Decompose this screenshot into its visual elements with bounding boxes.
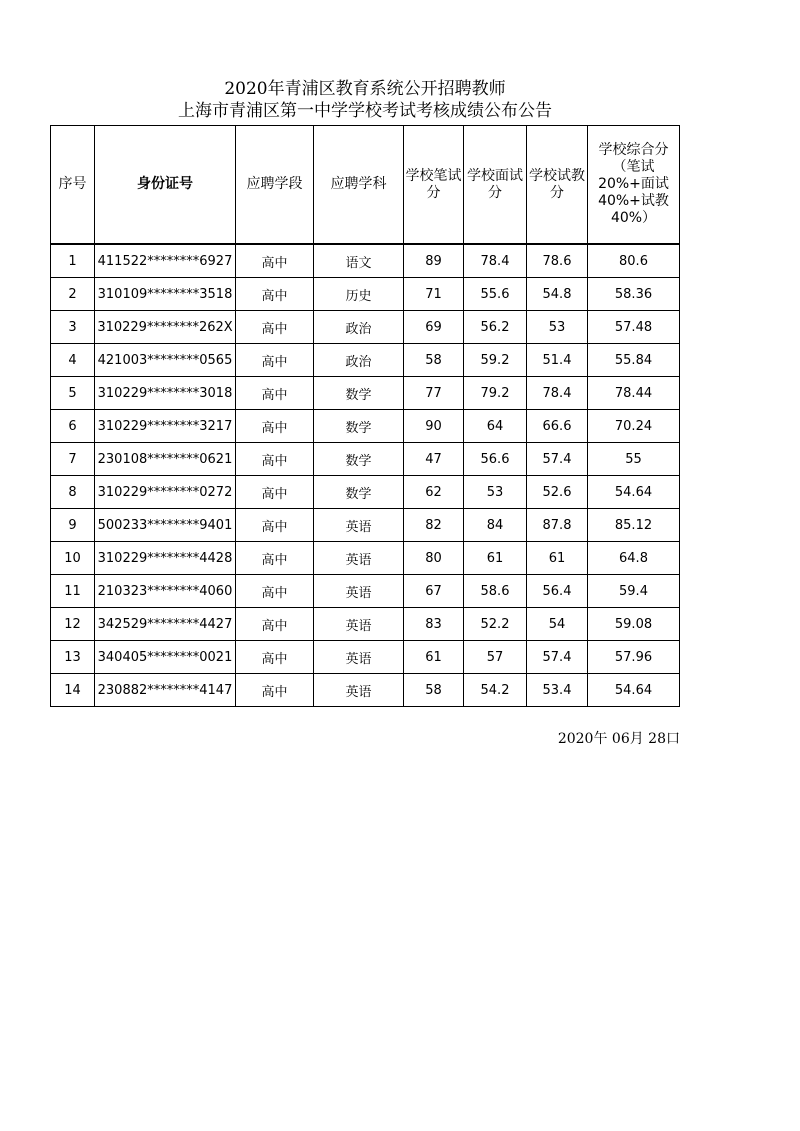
cell-teaching: 53.4 <box>527 674 588 707</box>
cell-id: 310229********4428 <box>95 542 236 575</box>
cell-written: 58 <box>404 344 464 377</box>
cell-subject: 语文 <box>314 244 404 278</box>
cell-interview: 56.2 <box>464 311 527 344</box>
cell-stage: 高中 <box>236 443 314 476</box>
header-teaching: 学校试教分 <box>527 126 588 245</box>
cell-id: 340405********0021 <box>95 641 236 674</box>
cell-teaching: 61 <box>527 542 588 575</box>
cell-written: 71 <box>404 278 464 311</box>
table-row <box>51 377 680 410</box>
document-title: 2020年青浦区教育系统公开招聘教师 <box>224 79 506 99</box>
cell-interview: 78.4 <box>464 244 527 278</box>
cell-seq: 14 <box>51 674 95 707</box>
cell-stage: 高中 <box>236 509 314 542</box>
cell-written: 69 <box>404 311 464 344</box>
cell-seq: 11 <box>51 575 95 608</box>
cell-stage: 高中 <box>236 674 314 707</box>
header-id: 身份证号 <box>95 126 236 245</box>
table-row <box>51 641 680 674</box>
cell-written: 82 <box>404 509 464 542</box>
table-row <box>51 674 680 707</box>
cell-total: 85.12 <box>588 509 680 542</box>
cell-id: 500233********9401 <box>95 509 236 542</box>
cell-seq: 5 <box>51 377 95 410</box>
cell-teaching: 87.8 <box>527 509 588 542</box>
cell-total: 64.8 <box>588 542 680 575</box>
cell-written: 80 <box>404 542 464 575</box>
cell-id: 310229********3018 <box>95 377 236 410</box>
cell-teaching: 54 <box>527 608 588 641</box>
table-row <box>51 509 680 542</box>
publish-date: 2020午 06月 28口 <box>557 731 680 747</box>
table-row <box>51 476 680 509</box>
cell-stage: 高中 <box>236 311 314 344</box>
cell-subject: 历史 <box>314 278 404 311</box>
cell-id: 310229********0272 <box>95 476 236 509</box>
cell-total: 59.4 <box>588 575 680 608</box>
cell-subject: 英语 <box>314 641 404 674</box>
cell-interview: 58.6 <box>464 575 527 608</box>
cell-subject: 英语 <box>314 575 404 608</box>
header-total: 学校综合分（笔试20%+面试40%+试教40%） <box>588 126 680 245</box>
cell-id: 310229********262X <box>95 311 236 344</box>
score-table <box>50 125 680 707</box>
cell-teaching: 57.4 <box>527 443 588 476</box>
cell-total: 55.84 <box>588 344 680 377</box>
cell-interview: 57 <box>464 641 527 674</box>
table-header-row <box>51 126 680 245</box>
cell-subject: 英语 <box>314 509 404 542</box>
cell-stage: 高中 <box>236 410 314 443</box>
cell-teaching: 78.6 <box>527 244 588 278</box>
cell-stage: 高中 <box>236 542 314 575</box>
cell-stage: 高中 <box>236 278 314 311</box>
cell-seq: 6 <box>51 410 95 443</box>
cell-id: 310229********3217 <box>95 410 236 443</box>
cell-written: 83 <box>404 608 464 641</box>
cell-total: 55 <box>588 443 680 476</box>
cell-teaching: 78.4 <box>527 377 588 410</box>
cell-total: 57.96 <box>588 641 680 674</box>
cell-teaching: 54.8 <box>527 278 588 311</box>
table-row <box>51 575 680 608</box>
cell-written: 58 <box>404 674 464 707</box>
cell-id: 310109********3518 <box>95 278 236 311</box>
cell-interview: 56.6 <box>464 443 527 476</box>
cell-subject: 政治 <box>314 311 404 344</box>
table-row <box>51 278 680 311</box>
header-seq: 序号 <box>51 126 95 245</box>
cell-subject: 数学 <box>314 410 404 443</box>
cell-interview: 52.2 <box>464 608 527 641</box>
cell-total: 78.44 <box>588 377 680 410</box>
cell-seq: 1 <box>51 244 95 278</box>
cell-seq: 8 <box>51 476 95 509</box>
cell-id: 421003********0565 <box>95 344 236 377</box>
table-row <box>51 410 680 443</box>
cell-teaching: 51.4 <box>527 344 588 377</box>
cell-teaching: 56.4 <box>527 575 588 608</box>
cell-total: 58.36 <box>588 278 680 311</box>
cell-seq: 10 <box>51 542 95 575</box>
cell-written: 77 <box>404 377 464 410</box>
table-row <box>51 608 680 641</box>
cell-total: 70.24 <box>588 410 680 443</box>
cell-id: 411522********6927 <box>95 244 236 278</box>
cell-stage: 高中 <box>236 377 314 410</box>
header-interview: 学校面试分 <box>464 126 527 245</box>
cell-teaching: 53 <box>527 311 588 344</box>
header-subject: 应聘学科 <box>314 126 404 245</box>
table-row <box>51 311 680 344</box>
cell-stage: 高中 <box>236 344 314 377</box>
cell-subject: 数学 <box>314 377 404 410</box>
cell-total: 54.64 <box>588 674 680 707</box>
header-stage: 应聘学段 <box>236 126 314 245</box>
table-row <box>51 244 680 278</box>
cell-written: 61 <box>404 641 464 674</box>
cell-interview: 64 <box>464 410 527 443</box>
cell-written: 47 <box>404 443 464 476</box>
cell-teaching: 52.6 <box>527 476 588 509</box>
cell-seq: 4 <box>51 344 95 377</box>
cell-stage: 高中 <box>236 641 314 674</box>
cell-interview: 79.2 <box>464 377 527 410</box>
cell-id: 230108********0621 <box>95 443 236 476</box>
cell-interview: 55.6 <box>464 278 527 311</box>
header-written: 学校笔试分 <box>404 126 464 245</box>
cell-subject: 数学 <box>314 443 404 476</box>
cell-interview: 59.2 <box>464 344 527 377</box>
cell-written: 90 <box>404 410 464 443</box>
cell-subject: 数学 <box>314 476 404 509</box>
cell-id: 342529********4427 <box>95 608 236 641</box>
cell-interview: 61 <box>464 542 527 575</box>
table-row <box>51 344 680 377</box>
cell-stage: 高中 <box>236 608 314 641</box>
cell-subject: 英语 <box>314 542 404 575</box>
cell-seq: 3 <box>51 311 95 344</box>
cell-interview: 84 <box>464 509 527 542</box>
cell-seq: 12 <box>51 608 95 641</box>
cell-stage: 高中 <box>236 575 314 608</box>
cell-seq: 2 <box>51 278 95 311</box>
table-row <box>51 443 680 476</box>
cell-id: 210323********4060 <box>95 575 236 608</box>
cell-subject: 政治 <box>314 344 404 377</box>
cell-total: 57.48 <box>588 311 680 344</box>
cell-written: 89 <box>404 244 464 278</box>
cell-interview: 53 <box>464 476 527 509</box>
cell-interview: 54.2 <box>464 674 527 707</box>
cell-teaching: 66.6 <box>527 410 588 443</box>
cell-seq: 13 <box>51 641 95 674</box>
cell-written: 67 <box>404 575 464 608</box>
table-row <box>51 542 680 575</box>
cell-seq: 7 <box>51 443 95 476</box>
document-subtitle: 上海市青浦区第一中学学校考试考核成绩公布公告 <box>178 101 552 121</box>
cell-stage: 高中 <box>236 476 314 509</box>
cell-total: 54.64 <box>588 476 680 509</box>
cell-written: 62 <box>404 476 464 509</box>
cell-total: 59.08 <box>588 608 680 641</box>
cell-teaching: 57.4 <box>527 641 588 674</box>
cell-total: 80.6 <box>588 244 680 278</box>
cell-id: 230882********4147 <box>95 674 236 707</box>
cell-subject: 英语 <box>314 674 404 707</box>
cell-stage: 高中 <box>236 244 314 278</box>
cell-seq: 9 <box>51 509 95 542</box>
cell-subject: 英语 <box>314 608 404 641</box>
